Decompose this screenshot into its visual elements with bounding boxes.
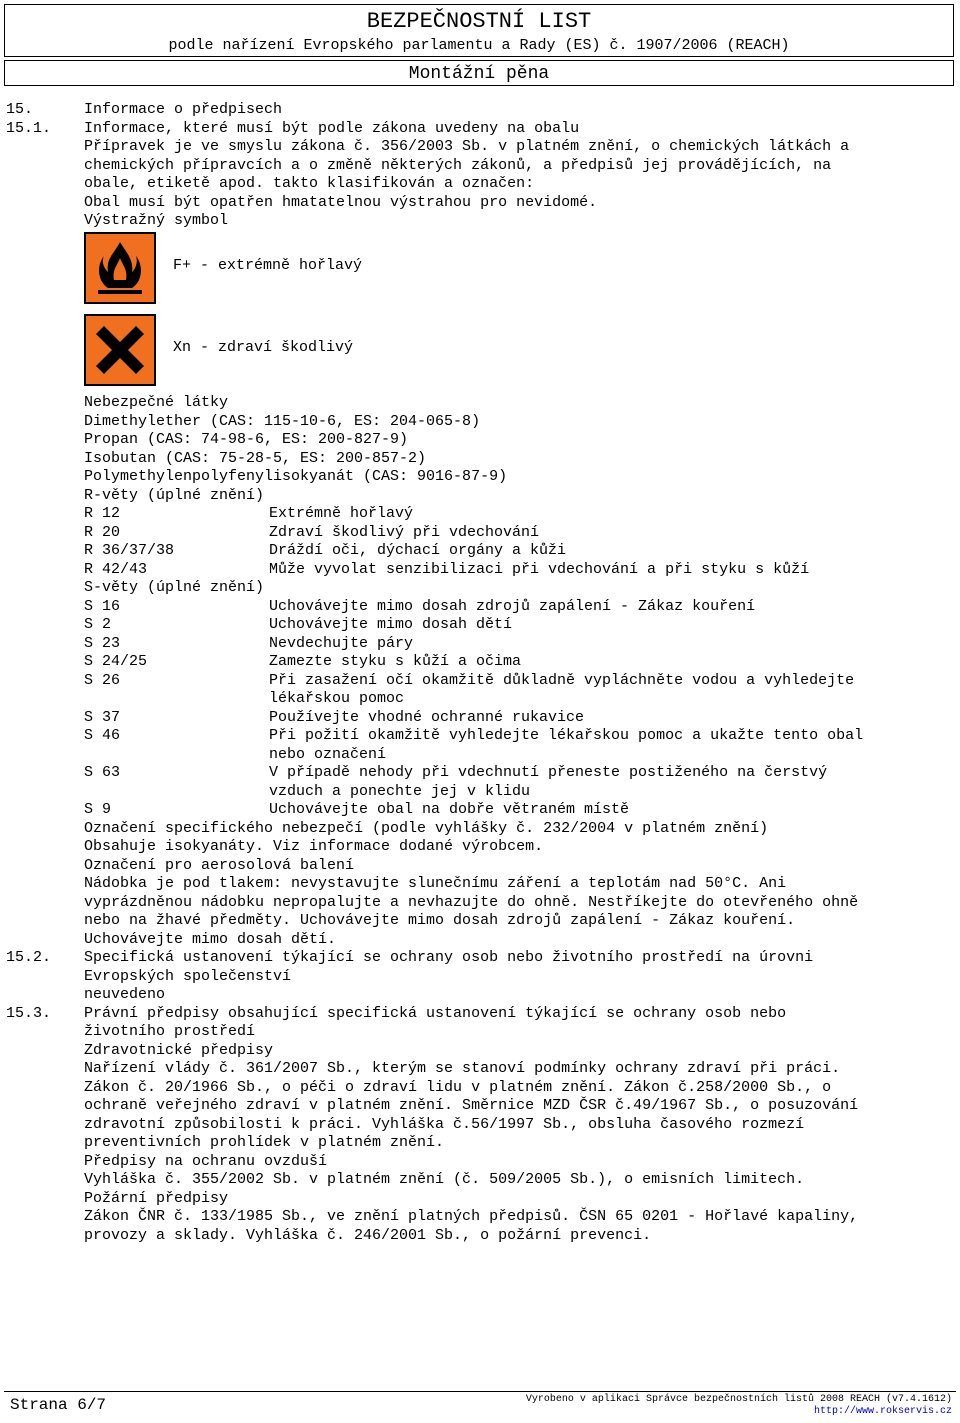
phrase-text: Nevdechujte páry [269,634,414,652]
phrase-text: Může vyvolat senzibilizaci při vdechování a při styku s kůží [269,560,810,578]
subheading: Označení specifického nebezpečí (podle vyhlášky č. 232/2004 v platném znění) [84,819,769,837]
body-text: Zákon ČNR č. 133/1985 Sb., ve znění platných předpisů. ČSN 65 0201 - Hořlavé kapaliny, [84,1208,859,1225]
phrase-code: S 46 [84,727,121,744]
page-footer [4,1391,956,1420]
section-title: životního prostředí [84,1023,256,1040]
section-title: Specifická ustanovení týkající se ochrany osob nebo životního prostředí na úrovni [84,949,814,966]
phrase-code: S 37 [84,708,121,726]
document-title: BEZPEČNOSTNÍ LIST [366,9,592,34]
hazard-label: F+ - extrémně hořlavý [173,257,363,274]
phrase-code: S 9 [84,801,112,818]
subheading: Zdravotnické předpisy [84,1041,274,1059]
product-name: Montážní pěna [4,60,954,86]
section-title: Informace, které musí být podle zákona uvedeny na obalu [84,119,580,137]
phrase-code: S 63 [84,764,121,781]
page-number: Strana 6/7 [10,1396,107,1414]
substance-item: Dimethylether (CAS: 115-10-6, ES: 204-065-8) [84,412,481,430]
phrase-text: Při požití okamžitě vyhledejte lékařskou pomoc a ukažte tento obal [269,727,864,744]
phrase-text: Uchovávejte mimo dosah dětí [269,616,513,633]
section-title: Informace o předpisech [84,101,283,118]
body-text: Přípravek je ve smyslu zákona č. 356/2003 Sb. v platném znění, o chemických látkách a [84,138,850,155]
subheading: Předpisy na ochranu ovzduší [84,1152,328,1170]
cross-hazard-icon [84,314,156,386]
phrase-code: R 36/37/38 [84,542,175,559]
body-text: zdravotní způsobilosti k práci. Vyhláška č.56/1997 Sb., obsluha časového rozmezí [84,1115,805,1133]
body-text: Vyhláška č. 355/2002 Sb. v platném znění (č. 509/2005 Sb.), o emisních limitech. [84,1171,805,1188]
phrase-code: S 23 [84,634,121,652]
body-text: preventivních prohlídek v platném znění. [84,1134,445,1151]
section-number: 15.1. [6,119,52,137]
body-text: nebo na žhavé předměty. Uchovávejte mimo dosah zdrojů zapálení - Zákaz kouření. [84,912,796,929]
body-text: vyprázdněnou nádobku nepropalujte a nevhazujte do ohně. Nestříkejte do otevřeného ohně [84,893,859,911]
substance-item: Polymethylenpolyfenylisokyanát (CAS: 9016-87-9) [84,468,508,485]
phrase-text: lékařskou pomoc [269,690,405,707]
phrase-text: Dráždí oči, dýchací orgány a kůži [269,542,567,559]
phrase-text: Používejte vhodné ochranné rukavice [269,708,585,726]
phrase-text: vzduch a ponechte jej v klidu [269,782,531,800]
hazard-label: Xn - zdraví škodlivý [173,339,354,356]
software-credit [526,1394,952,1418]
body-text: Nařízení vlády č. 361/2007 Sb., kterým se stanoví podmínky ochrany zdraví při práci. [84,1060,841,1077]
body-text: chemických přípravcích a o změně některých zákonů, a předpisů jej provádějících, na [84,156,832,174]
phrase-code: S 26 [84,671,121,689]
software-url[interactable]: http://www.rokservis.cz [813,1406,952,1417]
body-text: Nádobka je pod tlakem: nevystavujte slunečnímu záření a teplotám nad 50°C. Ani [84,875,787,892]
phrase-code: R 42/43 [84,560,148,578]
body-text: Zákon č. 20/1966 Sb., o péči o zdraví lidu v platném znění. Zákon č.258/2000 Sb., o [84,1078,832,1096]
subheading: Nebezpečné látky [84,394,229,411]
document-subtitle: podle nařízení Evropského parlamentu a Rady (ES) č. 1907/2006 (REACH) [168,37,790,54]
phrase-text: Zdraví škodlivý při vdechování [269,523,540,541]
section-number: 15.2. [6,949,52,966]
phrase-text: Uchovávejte obal na dobře větraném místě [269,801,630,818]
phrase-text: Uchovávejte mimo dosah zdrojů zapálení - Zákaz kouření [269,597,756,615]
phrase-text: nebo označení [269,745,387,763]
document-header [4,4,954,57]
phrase-code: S 2 [84,616,112,633]
phrase-text: V případě nehody při vdechnutí přeneste postiženého na čerstvý [269,764,828,781]
subheading: Požární předpisy [84,1189,229,1207]
body-text: Obal musí být opatřen hmatatelnou výstrahou pro nevidomé. [84,193,598,211]
section-number: 15. [6,101,34,118]
body-text: Obsahuje isokyanáty. Viz informace dodané výrobcem. [84,838,544,855]
section-title: Právní předpisy obsahující specifická ustanovení týkající se ochrany osob nebo [84,1004,787,1022]
phrase-code: R 12 [84,505,121,522]
phrase-code: S 16 [84,597,121,615]
subheading: R-věty (úplné znění) [84,486,265,504]
flame-hazard-icon [84,232,156,304]
phrase-code: S 24/25 [84,653,148,670]
software-name: Vyrobeno v aplikaci Správce bezpečnostních listů 2008 REACH (v7.4.1612) [525,1394,952,1405]
subheading: S-věty (úplné znění) [84,579,265,596]
body-text: provozy a sklady. Vyhláška č. 246/2001 Sb., o požární prevenci. [84,1226,652,1244]
body-text: neuvedeno [84,986,166,1003]
phrase-code: R 20 [84,523,121,541]
phrase-text: Při zasažení očí okamžitě důkladně vypláchněte vodou a vyhledejte [269,671,855,689]
body-text: Uchovávejte mimo dosah dětí. [84,930,337,948]
phrase-text: Extrémně hořlavý [269,505,414,522]
section-number: 15.3. [6,1004,52,1022]
phrase-text: Zamezte styku s kůží a očima [269,653,522,670]
subheading: Označení pro aerosolová balení [84,856,355,874]
section-title: Evropských společenství [84,967,292,985]
body-text: obale, etiketě apod. takto klasifikován a označen: [84,175,535,192]
body-text: ochraně veřejného zdraví v platném znění. Směrnice MZD ČSR č.49/1967 Sb., o posuzování [84,1097,859,1114]
subheading: Výstražný symbol [84,212,229,229]
substance-item: Propan (CAS: 74-98-6, ES: 200-827-9) [84,431,409,448]
substance-item: Isobutan (CAS: 75-28-5, ES: 200-857-2) [84,449,427,467]
